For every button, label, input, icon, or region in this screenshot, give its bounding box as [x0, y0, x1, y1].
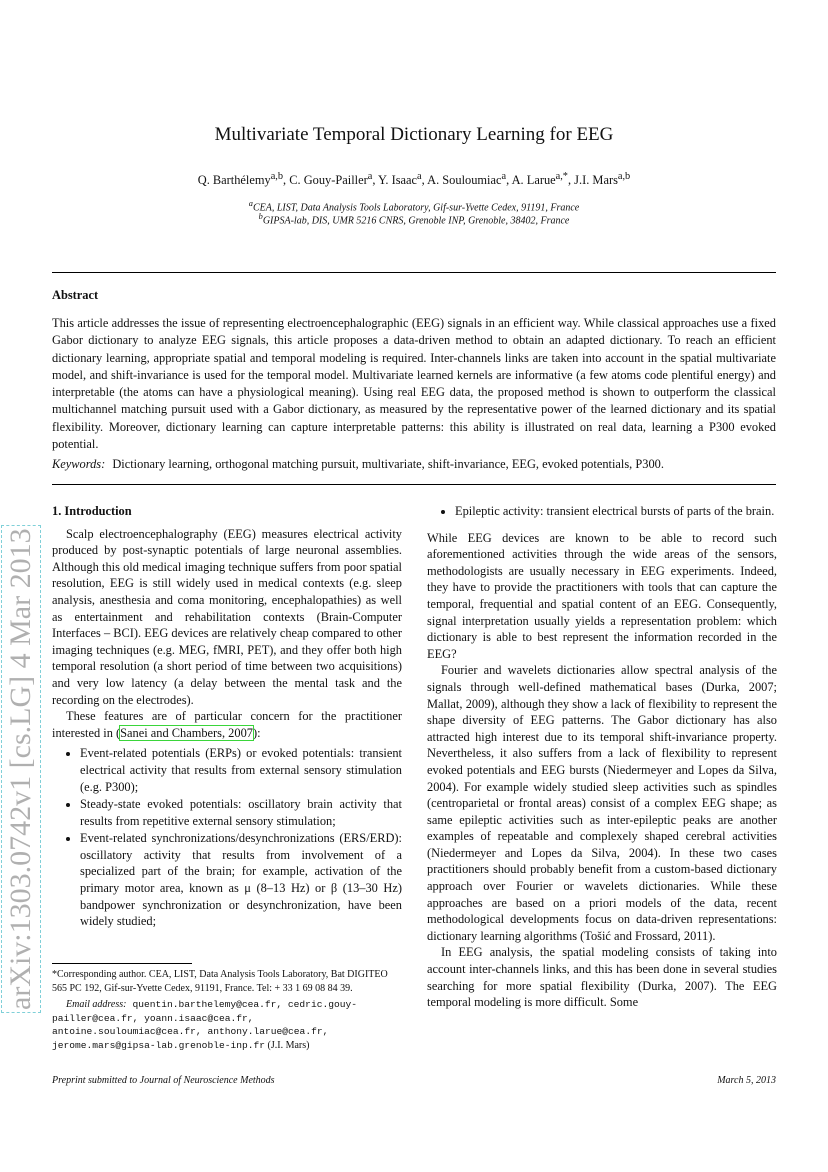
affiliation-b: $^b$GIPSA-lab, DIS, UMR 5216 CNRS, Grenoble INP, Grenoble, 38402, France [258, 212, 570, 227]
footnote-text: *Corresponding author. CEA, LIST, Data Analysis Tools Laboratory, Bat DIGITEO 565 PC 192, Gif-sur-Yvette Cedex, 91191, France. Tel: + 33 1 69 08 84 39. [52, 969, 388, 994]
intro-paragraph-2: These features are of particular concern for the practitioner interested in (Sanei and Chambers, 2007): [52, 709, 402, 740]
footnote-rule [52, 963, 192, 964]
abstract-text: This article addresses the issue of representing electroencephalographic (EEG) signals in an efficient way. While classical approaches use a fixed Gabor dictionary to analyze EEG signals, this article proposes a data-driven method to obtain an adapted dictionary. To reach an efficient dictionary learning, appropriate spatial and temporal modeling is required. Inter-channels links are taken into account in the spatial multivariate model, and shift-invariance is used for the temporal model. Multivariate learned kernels are informative (a few atoms code plentiful energy) and interpretable (the atoms can have a physiological meaning). Using real EEG data, the proposed method is shown to outperform the classical multichannel matching pursuit used with a Gabor dictionary, as measured by the representative power of the learned dictionary and its spatial flexibility. Moreover, dictionary learning can capture interpretable patterns: this ability is illustrated on real data, learning a P300 evoked potential. [52, 316, 776, 452]
email-addresses[interactable]: quentin.barthelemy@cea.fr, cedric.gouy-pailler@cea.fr, yoann.isaac@cea.fr, antoine.souloumiac@cea.fr, anthony.larue@cea.fr, jerome.mars@gipsa-lab.grenoble-inp.fr [52, 999, 357, 1051]
author-list: Q. Barthélemy$^{a,b}$, C. Gouy-Pailler$^a$, Y. Isaac$^a$, A. Souloumiac$^a$, A. Larue$^{a,*}$, J.I. Mars$^{a,b}$ [197, 171, 631, 188]
list-item: • Event-related potentials (ERPs) or evoked potentials: transient electrical activity that results from external sensory stimulation (e.g. P300); [80, 745, 402, 795]
top-rule [52, 272, 776, 273]
citation-link[interactable]: Sanei and Chambers, 2007 [120, 725, 253, 740]
footnote [52, 963, 402, 1052]
left-column [52, 503, 402, 931]
right-paragraph-1: While EEG devices are known to be able to record such aforementioned activities through the wide areas of the sensors, methodologists are usually necessary in EEG experiments. Indeed, they have to provide the practitioners with tools that can capture the temporal, frequential and spatial content of an EEG. Consequently, signal interpretation usually yields a representation problem: which dictionary is able to best represent the information recorded in the EEG? [427, 530, 777, 661]
paper-title: Multivariate Temporal Dictionary Learning for EEG [214, 124, 614, 145]
abstract-bottom-rule [52, 484, 776, 485]
footnote-emails: Email address: quentin.barthelemy@cea.fr, cedric.gouy-pailler@cea.fr, yoann.isaac@cea.fr, antoine.souloumiac@cea.fr, anthony.larue@cea.fr, jerome.mars@gipsa-lab.grenoble-inp.fr (J.I. Mars) [52, 999, 357, 1051]
activity-list-continued [427, 503, 777, 520]
keywords-label: Keywords: [52, 457, 106, 471]
keywords [52, 457, 776, 472]
list-item: • Steady-state evoked potentials: oscillatory brain activity that results from repetitive external sensory stimulation; [80, 796, 402, 829]
footer-journal: Preprint submitted to Journal of Neuroscience Methods [52, 1075, 275, 1086]
arxiv-stamp[interactable]: arXiv:1303.0742v1 [cs.LG] 4 Mar 2013 [4, 528, 37, 1010]
list-item: • Epileptic activity: transient electrical bursts of parts of the brain. [455, 503, 777, 520]
right-paragraph-2: Fourier and wavelets dictionaries allow spectral analysis of the signals through well-defined mathematical bases (Durka, 2007; Mallat, 2009), although they show a lack of flexibility to represent the shape diversity of EEG patterns. The Gabor dictionary has also attracted high interest due to its temporal shift-invariance property. Nevertheless, it also suffers from a lack of flexibility to represent evoked potentials and EEG bursts (Niedermeyer and Lopes da Silva, 2004). For example widely studied sleep activities such as spindles (centroparietal or frontal areas) consist of a complex EEG shape; as same epileptic activities such as inter-epileptic peaks are another examples of repeatable and complexely shaped cerebral activities (Niedermeyer and Lopes da Silva, 2004). In these two cases practitioners should probably benefit from a custom-based dictionary approach over Fourier or wavelets dictionaries. While these approaches are based on a priori models of the data, recent methodological developments focus on data-driven representations: dictionary learning algorithms (Tošić and Frossard, 2011). [427, 663, 777, 943]
intro-paragraph-1: Scalp electroencephalography (EEG) measures electrical activity produced by post-synaptic potentials of large neuronal assemblies. Although this old medical imaging technique suffers from poor spatial resolution, EEG is still widely used in medical contexts (e.g. sleep analysis, anesthesia and coma monitoring, encephalopathies) as well as entertainment and rehabilitation contexts (Brain-Computer Interfaces – BCI). EEG devices are relatively cheap compared to other imaging techniques (e.g. MEG, fMRI, PET), and they offer both high temporal resolution (a short period of time between two acquisitions) and very low latency (a delay between the mental task and the recording on the electrodes). [52, 526, 402, 707]
abstract-heading: Abstract [52, 288, 99, 302]
activity-list [52, 745, 402, 930]
right-paragraph-3: In EEG analysis, the spatial modeling consists of taking into account inter-channels links, and this has been done in several studies searching for more spatial flexibility (Durka, 2007). The EEG temporal modeling is more difficult. Some [427, 945, 777, 1010]
keywords-text: Dictionary learning, orthogonal matching pursuit, multivariate, shift-invariance, EEG, evoked potentials, P300. [112, 457, 664, 471]
list-item: • Event-related synchronizations/desynchronizations (ERS/ERD): oscillatory activity that results from involvement of a specialized part of the brain; for example, activation of the primary motor area, known as μ (8–13 Hz) or β (13–30 Hz) bandpower synchronization or desynchronization, have been widely studied; [80, 830, 402, 930]
footer-date: March 5, 2013 [717, 1075, 776, 1086]
affiliation-a: $^a$CEA, LIST, Data Analysis Tools Laboratory, Gif-sur-Yvette Cedex, 91191, France [248, 199, 580, 214]
right-column [427, 503, 777, 1011]
section-heading: 1. Introduction [52, 504, 132, 518]
